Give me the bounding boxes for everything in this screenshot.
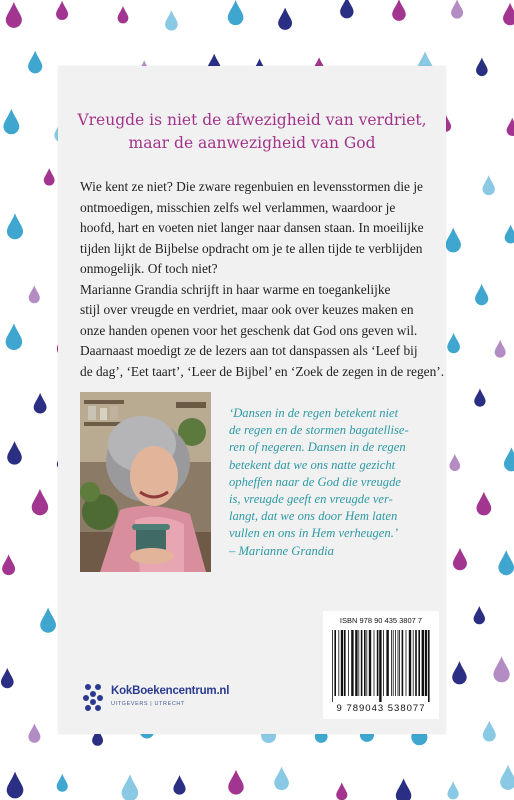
barcode-bar	[415, 630, 417, 696]
isbn-barcode	[323, 611, 439, 719]
barcode-bar	[355, 630, 357, 696]
raindrop-icon	[503, 3, 514, 26]
raindrop-icon	[274, 767, 289, 791]
raindrop-icon	[7, 441, 22, 464]
raindrop-icon	[474, 389, 485, 407]
raindrop-icon	[476, 58, 488, 77]
blurb-line: ontmoedigen, misschien zelfs wel verlammen, waardoor je	[80, 199, 396, 215]
barcode-bar	[348, 630, 349, 696]
raindrop-icon	[336, 782, 347, 800]
barcode-bar	[422, 630, 424, 696]
raindrop-icon	[495, 340, 506, 358]
raindrop-icon	[40, 607, 56, 632]
raindrop-icon	[28, 723, 40, 742]
raindrop-icon	[32, 489, 48, 515]
barcode-bar	[334, 630, 336, 696]
raindrop-icon	[7, 772, 24, 799]
raindrop-icon	[474, 606, 485, 624]
barcode-bar	[402, 630, 404, 696]
headline-line: maar de aanwezigheid van God	[128, 134, 376, 152]
blurb-line: hoofd, hart en voeten niet langer naar dansen staan. In moeilijke	[80, 220, 424, 235]
barcode-bar	[344, 630, 346, 696]
blurb-line: onze handen openen voor het geschenk dat God ons geven wil.	[80, 322, 418, 338]
raindrop-icon	[475, 284, 488, 305]
barcode-bar	[369, 630, 371, 696]
raindrop-icon	[392, 0, 406, 21]
barcode-bar	[341, 630, 343, 696]
barcode-bar	[358, 630, 359, 696]
quote-line: ren of negeren. Dansen in de regen	[229, 440, 406, 455]
blurb-line: Daarnaast moedigt ze de lezers aan tot danspassen als ‘Leef bij	[80, 343, 418, 358]
raindrop-icon	[449, 454, 460, 471]
raindrop-icon	[452, 661, 466, 684]
blurb-line: Marianne Grandia schrijft in haar warme en toegankelijke	[80, 281, 391, 297]
raindrop-icon	[6, 323, 23, 350]
raindrop-icon	[447, 781, 458, 799]
raindrop-icon	[34, 393, 47, 414]
barcode-bar	[383, 630, 384, 696]
blurb-line: onmogelijk. Of toch niet?	[80, 261, 218, 276]
raindrop-icon	[447, 333, 460, 353]
raindrop-icon	[278, 8, 292, 30]
quote-line: is, vreugde geeft en vreugde ver-	[229, 492, 393, 507]
quote-attribution: – Marianne Grandia	[229, 543, 334, 558]
raindrop-icon	[28, 51, 42, 74]
blurb-text	[80, 177, 445, 382]
barcode-bar	[425, 630, 427, 696]
barcode-bar	[413, 630, 414, 696]
barcode-bar	[399, 630, 400, 696]
raindrop-icon	[165, 10, 178, 30]
raindrop-icon	[504, 447, 514, 471]
blurb-line: de dag’, ‘Eet taart’, ‘Leer de Bijbel’ en ‘Zoek de zegen in de regen’.	[80, 363, 445, 379]
raindrop-icon	[482, 175, 494, 195]
raindrop-icon	[507, 118, 514, 136]
raindrop-icon	[476, 492, 491, 516]
quote-line: vullen en ons in Hem verheugen.’	[229, 526, 399, 541]
barcode-bar	[377, 630, 379, 696]
barcode-bar	[332, 630, 333, 702]
raindrop-icon	[498, 550, 514, 575]
blurb-line: Wie kent ze niet? Die zware regenbuien en levensstormen die je	[80, 179, 423, 194]
raindrop-icon	[493, 656, 509, 682]
barcode-bar	[395, 630, 396, 696]
raindrop-icon	[57, 774, 68, 792]
publisher-mark-icon	[82, 682, 104, 712]
barcode-bar	[361, 630, 363, 696]
barcode-bar	[398, 630, 399, 696]
raindrop-icon	[29, 285, 40, 303]
raindrop-icon	[451, 0, 463, 19]
barcode-digits: 9 789043 538077	[336, 703, 426, 714]
publisher-logo	[82, 682, 282, 714]
raindrop-icon	[446, 228, 461, 253]
publisher-name: KokBoekencentrum.nl	[111, 685, 230, 697]
barcode-bar	[379, 630, 381, 702]
barcode-bar	[366, 630, 367, 696]
publisher-subtitle: UITGEVERS | UTRECHT	[111, 701, 185, 707]
raindrop-icon	[228, 770, 243, 795]
quote-line: langt, dat we ons door Hem laten	[229, 509, 398, 524]
raindrop-icon	[122, 774, 139, 800]
barcode-bar	[351, 630, 353, 696]
headline	[58, 109, 446, 155]
back-cover-panel	[58, 66, 446, 734]
quote-line: ‘Dansen in de regen betekent niet	[229, 406, 399, 420]
raindrop-icon	[483, 721, 496, 742]
blurb-line: tijden lijkt de Bijbelse opdracht om je te allen tijde te verblijden	[80, 240, 423, 256]
raindrop-icon	[3, 109, 19, 134]
barcode-icon	[330, 630, 434, 702]
barcode-bar	[393, 630, 394, 696]
raindrop-icon	[396, 778, 412, 800]
raindrop-icon	[2, 554, 15, 575]
barcode-bar	[386, 630, 388, 696]
barcode-bar	[409, 630, 411, 696]
barcode-bar	[428, 630, 430, 702]
raindrop-icon	[340, 0, 353, 18]
raindrop-icon	[500, 765, 514, 790]
raindrop-icon	[7, 213, 23, 239]
raindrop-icon	[6, 2, 22, 28]
headline-line: Vreugde is niet de afwezigheid van verdriet,	[77, 111, 427, 129]
author-quote	[229, 405, 434, 560]
barcode-bar	[374, 630, 375, 696]
author-portrait-icon	[80, 392, 211, 572]
raindrop-icon	[453, 548, 467, 570]
quote-line: betekent dat we ons natte gezicht	[229, 457, 396, 472]
barcode-bar	[391, 630, 392, 696]
barcode-bar	[418, 630, 420, 696]
raindrop-icon	[1, 668, 14, 688]
raindrop-icon	[118, 6, 129, 23]
blurb-line: stijl over vreugde en verdriet, maar ook over keuzes maken en	[80, 302, 414, 317]
raindrop-icon	[56, 1, 68, 20]
raindrop-icon	[505, 225, 514, 244]
raindrop-icon	[228, 0, 244, 25]
quote-line: de regen en de stormen bagatellise-	[229, 423, 409, 438]
isbn-label: ISBN 978 90 435 3807 7	[339, 616, 423, 625]
quote-line: opheffen naar de God die vreugde	[229, 474, 401, 489]
barcode-bar	[364, 630, 366, 696]
barcode-bar	[338, 630, 339, 696]
raindrop-icon	[44, 168, 55, 185]
author-portrait-photo	[80, 392, 211, 572]
barcode-bar	[406, 630, 407, 696]
raindrop-icon	[173, 775, 185, 795]
